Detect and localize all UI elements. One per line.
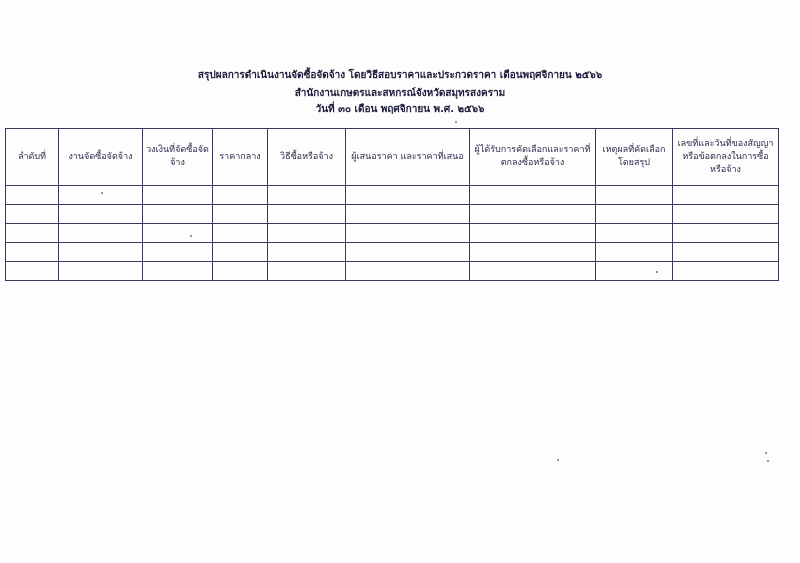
scan-speck xyxy=(557,459,559,461)
table-cell xyxy=(673,186,779,205)
table-cell xyxy=(6,243,59,262)
table-cell xyxy=(213,224,268,243)
table-cell xyxy=(470,205,596,224)
table-cell xyxy=(470,243,596,262)
table-cell xyxy=(143,205,213,224)
table-header-row xyxy=(6,129,779,186)
table-row xyxy=(6,262,779,281)
table-cell xyxy=(6,224,59,243)
table-cell xyxy=(268,243,346,262)
scan-speck xyxy=(455,121,457,123)
agency-name: สำนักงานเกษตรและสหกรณ์จังหวัดสมุทรสงคราม xyxy=(294,88,506,99)
col-header-procurement-work: งานจัดซื้อจัดจ้าง xyxy=(59,129,143,186)
col-header-method: วิธีซื้อหรือจ้าง xyxy=(268,129,346,186)
table-cell xyxy=(268,205,346,224)
table-cell xyxy=(346,243,470,262)
table-cell xyxy=(213,243,268,262)
col-header-selected-vendor: ผู้ได้รับการคัดเลือกและราคาที่ตกลงซื้อหรือจ้าง xyxy=(470,129,596,186)
table-row xyxy=(6,186,779,205)
table-cell xyxy=(673,243,779,262)
table-cell xyxy=(268,186,346,205)
col-header-budget: วงเงินที่จัดซื้อจัดจ้าง xyxy=(143,129,213,186)
table-cell xyxy=(346,262,470,281)
table-cell xyxy=(143,224,213,243)
table-cell xyxy=(268,224,346,243)
table-cell xyxy=(6,186,59,205)
table-cell xyxy=(59,186,143,205)
table-cell xyxy=(213,186,268,205)
table-cell xyxy=(470,186,596,205)
scan-speck xyxy=(767,460,769,462)
table-cell xyxy=(470,262,596,281)
table-cell xyxy=(59,224,143,243)
col-header-median-price: ราคากลาง xyxy=(213,129,268,186)
scan-speck xyxy=(656,271,658,273)
col-header-selection-reason: เหตุผลที่คัดเลือกโดยสรุป xyxy=(596,129,673,186)
col-header-contract-number-date: เลขที่และวันที่ของสัญญาหรือข้อตกลงในการซื้อหรือจ้าง xyxy=(673,129,779,186)
table-row xyxy=(6,243,779,262)
table-cell xyxy=(346,224,470,243)
table-cell xyxy=(213,262,268,281)
table-row xyxy=(6,224,779,243)
table-cell xyxy=(596,243,673,262)
table-cell xyxy=(596,186,673,205)
table-cell xyxy=(346,186,470,205)
table-cell xyxy=(346,205,470,224)
col-header-bidders: ผู้เสนอราคา และราคาที่เสนอ xyxy=(346,129,470,186)
table-cell xyxy=(143,186,213,205)
scan-speck xyxy=(190,235,192,237)
document-title: สรุปผลการดำเนินงานจัดซื้อจัดจ้าง โดยวิธีสอบราคาและประกวดราคา เดือนพฤศจิกายน ๒๕๖๖ xyxy=(197,70,603,81)
table-cell xyxy=(673,205,779,224)
table-cell xyxy=(673,224,779,243)
scan-speck xyxy=(101,192,103,194)
table-cell xyxy=(470,224,596,243)
table-row xyxy=(6,205,779,224)
table-cell xyxy=(268,262,346,281)
table-cell xyxy=(596,224,673,243)
table-cell xyxy=(673,262,779,281)
col-header-order: ลำดับที่ xyxy=(6,129,59,186)
table-cell xyxy=(596,205,673,224)
table-cell xyxy=(59,243,143,262)
table-cell xyxy=(213,205,268,224)
scan-speck xyxy=(765,452,767,454)
table-cell xyxy=(596,262,673,281)
document-date: วันที่ ๓๐ เดือน พฤศจิกายน พ.ศ. ๒๕๖๖ xyxy=(315,104,485,115)
table-cell xyxy=(6,262,59,281)
table-cell xyxy=(143,243,213,262)
table-cell xyxy=(143,262,213,281)
table-cell xyxy=(59,205,143,224)
table-cell xyxy=(6,205,59,224)
table-cell xyxy=(59,262,143,281)
procurement-summary-table xyxy=(5,128,779,281)
